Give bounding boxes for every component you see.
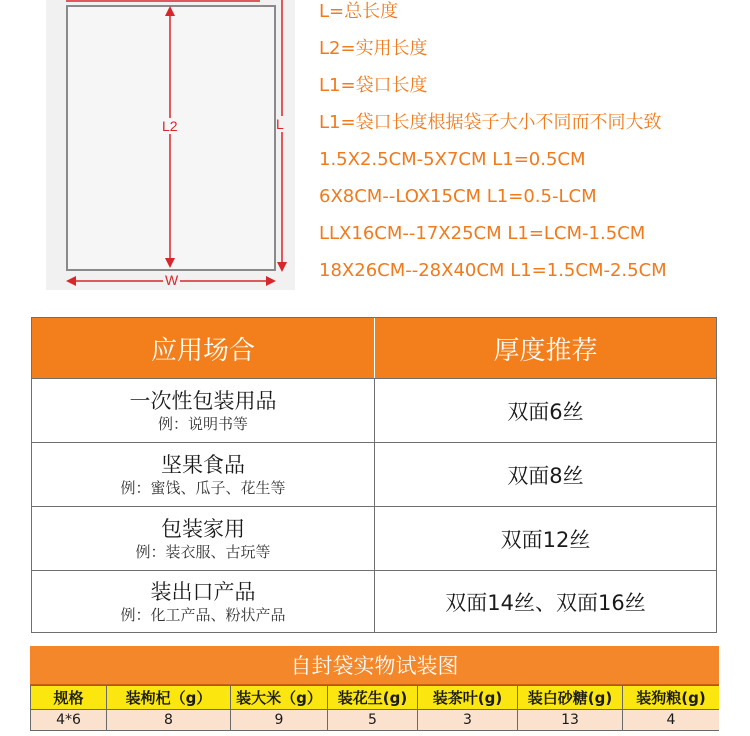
column-header-dogfood: 装狗粮(g): [623, 686, 720, 710]
sample-table-title: 自封袋实物试装图: [30, 646, 719, 685]
usage-title: 坚果食品: [161, 452, 245, 477]
usage-title: 装出口产品: [150, 579, 256, 604]
thickness-cell: 双面12丝: [500, 527, 591, 552]
bag-dimension-diagram: [46, 0, 295, 290]
column-header-sugar: 装白砂糖(g): [518, 686, 623, 710]
note-line: LLX16CM--17X25CM L1=LCM-1.5CM: [319, 223, 646, 244]
bag-outline-drawing: [46, 0, 295, 290]
dimension-label-l: L: [276, 116, 284, 132]
usage-title: 一次性包装用品: [129, 388, 277, 413]
header-usage: 应用场合: [150, 335, 255, 366]
note-line: 6X8CM--LOX15CM L1=0.5-LCM: [319, 186, 597, 207]
table-header: [32, 318, 716, 378]
usage-cell: [32, 571, 374, 632]
thickness-cell: 双面8丝: [507, 463, 584, 488]
usage-example: 例：装衣服、古玩等: [135, 542, 271, 561]
table-row: [31, 710, 720, 731]
thickness-cell: 双面14丝、双面16丝: [445, 590, 646, 615]
note-line: 18X26CM--28X40CM L1=1.5CM-2.5CM: [319, 260, 667, 281]
sample-fill-table-section: [30, 646, 719, 736]
table-cell: 4: [623, 710, 720, 731]
dimension-label-l2: L2: [162, 118, 178, 134]
table-cell: 4*6: [31, 710, 107, 731]
note-line: L1=袋口长度根据袋子大小不同而不同大致: [319, 112, 662, 133]
table-header-row: [31, 686, 720, 710]
usage-title: 包装家用: [161, 516, 245, 541]
usage-cell: [32, 379, 374, 442]
thickness-cell: 双面6丝: [507, 399, 584, 424]
header-thickness: 厚度推荐: [493, 335, 598, 366]
usage-example: 例：蜜饯、瓜子、花生等: [120, 478, 286, 497]
usage-cell: [32, 443, 374, 506]
column-divider: [374, 378, 375, 632]
usage-example: 例：说明书等: [157, 414, 248, 433]
column-header-peanut: 装花生(g): [328, 686, 418, 710]
note-line: L1=袋口长度: [319, 75, 428, 96]
usage-cell: [32, 507, 374, 570]
table-cell: 13: [518, 710, 623, 731]
column-header-tea: 装茶叶(g): [418, 686, 518, 710]
dimension-label-w: W: [165, 272, 179, 288]
note-line: 1.5X2.5CM-5X7CM L1=0.5CM: [319, 149, 586, 170]
table-cell: 5: [328, 710, 418, 731]
column-header-spec: 规格: [31, 686, 107, 710]
column-header-goji: 装枸杞（g）: [107, 686, 231, 710]
usage-example: 例：化工产品、粉状产品: [120, 605, 286, 624]
sample-fill-table: [30, 685, 719, 731]
table-cell: 8: [107, 710, 231, 731]
table-cell: 9: [231, 710, 328, 731]
table-cell: 3: [418, 710, 518, 731]
note-line: L=总长度: [319, 1, 399, 22]
thickness-recommendation-table: [31, 317, 717, 633]
note-line: L2=实用长度: [319, 38, 428, 59]
column-header-rice: 装大米（g）: [231, 686, 328, 710]
